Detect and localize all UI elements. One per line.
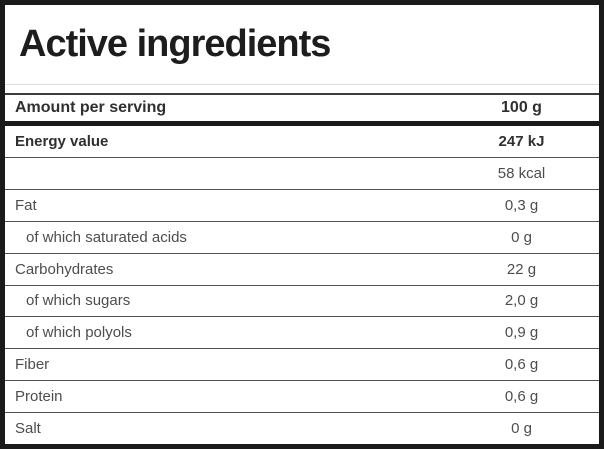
table-row xyxy=(5,349,599,381)
row-label: of which saturated acids xyxy=(26,228,187,246)
table-row xyxy=(5,286,599,318)
table-row xyxy=(5,317,599,349)
row-label: Fiber xyxy=(15,356,50,374)
row-value: 0,6 g xyxy=(504,388,539,406)
row-label: Carbohydrates xyxy=(15,260,114,278)
row-label: Protein xyxy=(15,388,63,406)
table-header-row xyxy=(5,93,599,126)
table-row xyxy=(5,126,599,158)
row-value: 58 kcal xyxy=(497,164,546,182)
row-label: Fat xyxy=(15,196,37,214)
row-value: 2,0 g xyxy=(504,292,539,310)
row-value: 0 g xyxy=(511,420,532,438)
table-row xyxy=(5,381,599,413)
row-value: 22 g xyxy=(506,260,537,278)
table-body xyxy=(5,126,599,444)
title-section xyxy=(5,5,599,85)
table-row xyxy=(5,158,599,190)
table-row xyxy=(5,190,599,222)
row-value: 0,6 g xyxy=(504,356,539,374)
row-value: 247 kJ xyxy=(498,132,545,150)
row-value: 0 g xyxy=(511,228,532,246)
row-value: 0,3 g xyxy=(504,196,539,214)
row-label: of which sugars xyxy=(26,292,131,310)
page-title: Active ingredients xyxy=(19,23,331,65)
table-row xyxy=(5,254,599,286)
row-label: Salt xyxy=(15,420,41,438)
row-label: of which polyols xyxy=(26,324,132,342)
header-label: Amount per serving xyxy=(15,99,167,116)
table-row xyxy=(5,222,599,254)
row-value: 0,9 g xyxy=(504,324,539,342)
row-label: Energy value xyxy=(15,132,109,150)
header-value: 100 g xyxy=(501,99,542,116)
table-row xyxy=(5,413,599,444)
